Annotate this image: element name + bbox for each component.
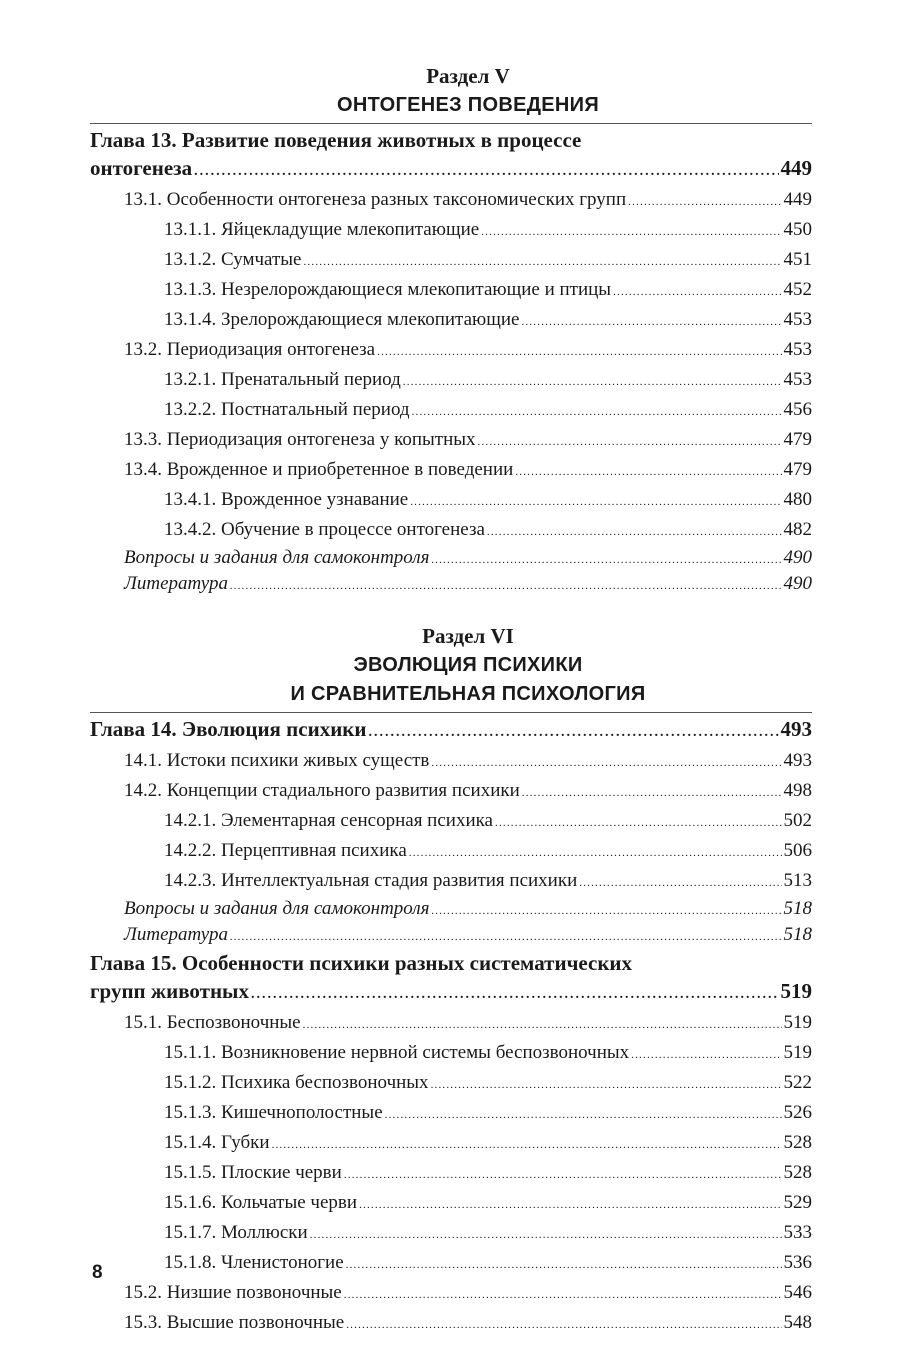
entry-title: Вопросы и задания для самоконтроля [124, 547, 430, 568]
dot-leader [230, 925, 782, 949]
toc-subsection-entry[interactable] [124, 1159, 812, 1189]
toc-section-entry[interactable] [124, 777, 812, 807]
dot-leader [410, 489, 781, 516]
page-ref: 480 [783, 489, 812, 510]
dot-leader [409, 840, 782, 867]
page-ref: 513 [783, 870, 812, 891]
chapter-entry[interactable] [90, 715, 812, 747]
page-ref: 453 [783, 309, 812, 330]
toc-subsection-entry[interactable] [124, 306, 812, 336]
toc-section-entry[interactable] [124, 1009, 812, 1039]
toc-subsection-entry[interactable] [124, 1099, 812, 1129]
dot-leader [403, 369, 782, 396]
dot-leader [359, 1192, 781, 1219]
page-ref: 449 [783, 189, 812, 210]
toc-subsection-entry[interactable] [124, 486, 812, 516]
section-title: ОНТОГЕНЕЗ ПОВЕДЕНИЯ [336, 94, 600, 116]
page-ref: 453 [783, 339, 812, 360]
entry-title: 15.1.2. Психика беспозвоночных [164, 1072, 429, 1093]
toc-page [90, 62, 812, 1339]
toc-subsection-entry[interactable] [124, 1189, 812, 1219]
toc-subsection-entry[interactable] [124, 216, 812, 246]
toc-subsection-entry[interactable] [124, 1039, 812, 1069]
page-ref: 493 [780, 717, 812, 741]
section-label: Раздел VI [422, 624, 514, 648]
toc-subsection-entry[interactable] [124, 867, 812, 897]
page-ref: 490 [783, 573, 812, 594]
dot-leader [522, 780, 782, 807]
section-heading [124, 622, 812, 709]
page-ref: 451 [783, 249, 812, 270]
section-title: И СРАВНИТЕЛЬНАЯ ПСИХОЛОГИЯ [290, 683, 646, 705]
chapter-entry[interactable] [90, 977, 812, 1009]
dot-leader [303, 249, 781, 276]
dot-leader [631, 1042, 781, 1069]
toc-subsection-entry[interactable] [124, 396, 812, 426]
entry-title: 15.3. Высшие позвоночные [124, 1312, 345, 1333]
entry-title: 15.1.6. Кольчатые черви [164, 1192, 358, 1213]
dot-leader [481, 219, 781, 246]
page-ref: 548 [783, 1312, 812, 1333]
toc-subsection-entry[interactable] [124, 1249, 812, 1279]
dot-leader [272, 1132, 782, 1159]
section-heading [124, 62, 812, 120]
dot-leader [346, 1252, 782, 1279]
page-ref: 502 [783, 810, 812, 831]
entry-title: 14.1. Истоки психики живых существ [124, 750, 430, 771]
entry-title: 15.1.5. Плоские черви [164, 1162, 342, 1183]
entry-title: 15.1.8. Членистоногие [164, 1252, 344, 1273]
entry-title: 14.2. Концепции стадиального развития психики [124, 780, 520, 801]
dot-leader [344, 1162, 782, 1189]
entry-title: 15.2. Низшие позвоночные [124, 1282, 342, 1303]
page-ref: 529 [783, 1192, 812, 1213]
page-ref: 518 [783, 898, 812, 919]
section-label: Раздел V [426, 64, 510, 88]
entry-title: 15.1.7. Моллюски [164, 1222, 308, 1243]
chapter-title: групп животных [90, 979, 249, 1003]
toc-section-entry[interactable] [124, 1309, 812, 1339]
page-ref: 452 [783, 279, 812, 300]
toc-subsection-entry[interactable] [124, 1219, 812, 1249]
entry-title: 14.2.3. Интеллектуальная стадия развития психики [164, 870, 578, 891]
chapter-title: онтогенеза [90, 156, 193, 180]
toc-entries [124, 1009, 812, 1339]
entry-title: 13.1.3. Незрелорождающиеся млекопитающие и птицы [164, 279, 612, 300]
entry-title: 13.4.1. Врожденное узнавание [164, 489, 409, 510]
dot-leader [377, 339, 781, 366]
page-ref: 449 [780, 156, 812, 180]
page-ref: 506 [783, 840, 812, 861]
dot-leader [251, 981, 779, 1009]
entry-title: 15.1.1. Возникновение нервной системы беспозвоночных [164, 1042, 630, 1063]
toc-entries [124, 747, 812, 949]
entry-title: 13.2.1. Пренатальный период [164, 369, 401, 390]
toc-extra-entry[interactable] [124, 546, 812, 572]
dot-leader [230, 574, 782, 598]
entry-title: 13.1.4. Зрелорождающиеся млекопитающие [164, 309, 520, 330]
chapter-title-line: Глава 15. Особенности психики разных систематических [90, 951, 633, 975]
dot-leader [431, 750, 781, 777]
dot-leader [369, 719, 779, 747]
toc-section-entry[interactable] [124, 426, 812, 456]
dot-leader [478, 429, 782, 456]
chapter-title-line: Глава 13. Развитие поведения животных в процессе [90, 128, 582, 152]
toc-subsection-entry[interactable] [124, 1129, 812, 1159]
page-ref: 522 [783, 1072, 812, 1093]
toc-extra-entry[interactable] [124, 923, 812, 949]
dot-leader [521, 309, 781, 336]
dot-leader [385, 1102, 782, 1129]
page-ref: 518 [783, 924, 812, 945]
page-ref: 536 [783, 1252, 812, 1273]
entry-title: 13.2.2. Постнатальный период [164, 399, 410, 420]
page-ref: 479 [783, 459, 812, 480]
divider [90, 712, 812, 713]
toc-subsection-entry[interactable] [124, 807, 812, 837]
chapter-title: Глава 14. Эволюция психики [90, 717, 367, 741]
section-title: ЭВОЛЮЦИЯ ПСИХИКИ [353, 654, 583, 676]
page-ref: 456 [783, 399, 812, 420]
dot-leader [344, 1282, 782, 1309]
dot-leader [628, 189, 781, 216]
toc-subsection-entry[interactable] [124, 516, 812, 546]
dot-leader [515, 459, 781, 486]
toc-section-entry[interactable] [124, 336, 812, 366]
dot-leader [431, 1072, 782, 1099]
entry-title: 13.1. Особенности онтогенеза разных таксономических групп [124, 189, 627, 210]
dot-leader [487, 519, 782, 546]
page-ref: 453 [783, 369, 812, 390]
entry-title: 13.1.1. Яйцекладущие млекопитающие [164, 219, 480, 240]
page-number: 8 [92, 1262, 103, 1283]
toc-subsection-entry[interactable] [124, 246, 812, 276]
toc-subsection-entry[interactable] [124, 366, 812, 396]
entry-title: 14.2.2. Перцептивная психика [164, 840, 407, 861]
dot-leader [495, 810, 782, 837]
dot-leader [310, 1222, 782, 1249]
page-ref: 519 [783, 1042, 812, 1063]
page-ref: 519 [783, 1012, 812, 1033]
dot-leader [613, 279, 781, 306]
page-ref: 493 [783, 750, 812, 771]
entry-title: 15.1.3. Кишечнополостные [164, 1102, 383, 1123]
entry-title: 15.1. Беспозвоночные [124, 1012, 301, 1033]
page-ref: 482 [783, 519, 812, 540]
entry-title: 13.4.2. Обучение в процессе онтогенеза [164, 519, 485, 540]
dot-leader [194, 158, 778, 186]
page-ref: 490 [783, 547, 812, 568]
page-ref: 546 [783, 1282, 812, 1303]
toc-extra-entry[interactable] [124, 897, 812, 923]
page-ref: 526 [783, 1102, 812, 1123]
page-ref: 479 [783, 429, 812, 450]
toc-section-entry[interactable] [124, 747, 812, 777]
entry-title: Вопросы и задания для самоконтроля [124, 898, 430, 919]
dot-leader [346, 1312, 781, 1339]
toc-section-entry[interactable] [124, 186, 812, 216]
dot-leader [431, 548, 781, 572]
entry-title: 15.1.4. Губки [164, 1132, 270, 1153]
toc-subsection-entry[interactable] [124, 837, 812, 867]
entry-title: 13.3. Периодизация онтогенеза у копытных [124, 429, 476, 450]
page-ref: 498 [783, 780, 812, 801]
divider [90, 123, 812, 124]
page-ref: 450 [783, 219, 812, 240]
entry-title: 13.2. Периодизация онтогенеза [124, 339, 376, 360]
toc-subsection-entry[interactable] [124, 1069, 812, 1099]
toc-extra-entry[interactable] [124, 572, 812, 598]
page-ref: 519 [780, 979, 812, 1003]
dot-leader [579, 870, 781, 897]
entry-title: 13.4. Врожденное и приобретенное в поведении [124, 459, 514, 480]
toc-section-entry[interactable] [124, 1279, 812, 1309]
dot-leader [303, 1012, 782, 1039]
page-ref: 533 [783, 1222, 812, 1243]
page-ref: 528 [783, 1132, 812, 1153]
entry-title: Литература [124, 573, 228, 594]
entry-title: 14.2.1. Элементарная сенсорная психика [164, 810, 493, 831]
toc-subsection-entry[interactable] [124, 276, 812, 306]
page-ref: 528 [783, 1162, 812, 1183]
dot-leader [412, 399, 782, 426]
toc-entries [124, 186, 812, 598]
chapter-entry[interactable] [90, 154, 812, 186]
toc-section-entry[interactable] [124, 456, 812, 486]
entry-title: 13.1.2. Сумчатые [164, 249, 302, 270]
dot-leader [431, 899, 781, 923]
entry-title: Литература [124, 924, 228, 945]
